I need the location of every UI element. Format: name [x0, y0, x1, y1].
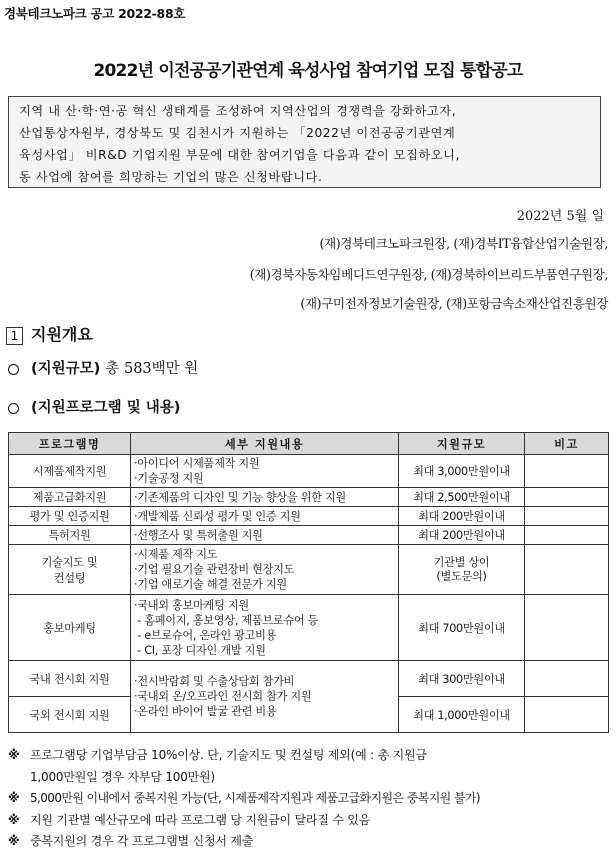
- table-row: [9, 595, 609, 661]
- section-title: 지원개요: [31, 325, 93, 344]
- note-text: 5,000만원 이내에서 중복지원 가능(단, 시제품제작지원과 제품고급화지원은 중복지원 불가): [30, 791, 480, 805]
- program-name: 특허지원: [9, 526, 131, 545]
- program-remark: [525, 595, 609, 661]
- column-header: 비고: [525, 433, 609, 455]
- column-header: 프로그램명: [9, 433, 131, 455]
- table-row: [9, 488, 609, 507]
- circle-bullet-icon: [8, 364, 19, 375]
- column-header: 지원규모: [399, 433, 525, 455]
- program-remark: [525, 507, 609, 526]
- note-mark: ※: [8, 812, 20, 827]
- program-scale: 최대 2,500만원이내: [399, 488, 525, 507]
- table-row: [9, 661, 609, 697]
- program-name: 국내 전시회 지원: [9, 661, 131, 697]
- program-name: 시제품제작지원: [9, 455, 131, 488]
- table-row: [9, 545, 609, 595]
- bullet-support-scale: [8, 357, 198, 378]
- bullet-value: 총 583백만 원: [105, 361, 199, 377]
- program-details: ·개발제품 신뢰성 평가 및 인증 지원: [131, 507, 399, 526]
- circle-bullet-icon: [8, 403, 19, 414]
- program-name: 국외 전시회 지원: [9, 697, 131, 733]
- note-mark: [8, 767, 30, 789]
- program-details: ·아이디어 시제품제작 지원 ·기술공정 지원: [131, 455, 399, 488]
- program-scale: 최대 300만원이내: [399, 661, 525, 697]
- note-item: [8, 788, 608, 810]
- note-text: 지원 기관별 예산규모에 따라 프로그램 당 지원금이 달라질 수 있음: [30, 812, 371, 827]
- program-details: ·시제품 제작 지도 ·기업 필요기술 관련장비 현장지도 ·기업 애로기술 해결 전문가 지원: [131, 545, 399, 595]
- table-row: [9, 455, 609, 488]
- section-number: 1: [6, 327, 23, 345]
- program-name: 제품고급화지원: [9, 488, 131, 507]
- notice-number: 경북테크노파크 공고 2022-88호: [4, 6, 186, 21]
- program-remark: [525, 455, 609, 488]
- exhibition-details: ·전시박람회 및 수출상담회 참가비 ·국내외 온/오프라인 전시회 참가 지원 ·온라인 바이어 발굴 관련 비용: [131, 661, 399, 733]
- program-name: 홍보마케팅: [9, 595, 131, 661]
- program-scale: 최대 200만원이내: [399, 507, 525, 526]
- note-mark: ※: [8, 791, 20, 805]
- program-scale: 최대 3,000만원이내: [399, 455, 525, 488]
- bullet-label: (지원규모): [31, 361, 101, 377]
- table-row: [9, 526, 609, 545]
- document-title: 2022년 이전공공기관연계 육성사업 참여기업 모집 통합공고: [93, 61, 523, 81]
- intro-box: [8, 96, 601, 188]
- program-scale: 최대 200만원이내: [399, 526, 525, 545]
- note-text: 1,000만원일 경우 자부담 100만원): [30, 769, 215, 784]
- note-item: [8, 767, 608, 789]
- intro-line: 지역 내 산·학·연·공 혁신 생태계를 조성하여 지역산업의 경쟁력을 강화하고자,: [19, 104, 457, 118]
- program-name: 기술지도 및 컨설팅: [9, 545, 131, 595]
- signer-line: (재)구미전자정보기술원장, (재)포항금속소재산업진흥원장: [300, 296, 608, 311]
- note-item: [8, 831, 608, 853]
- bullet-support-program: [8, 396, 180, 417]
- program-remark: [525, 488, 609, 507]
- program-remark: [525, 545, 609, 595]
- intro-line: 동 사업에 참여를 희망하는 기업의 많은 신청바랍니다.: [19, 170, 323, 184]
- program-scale: 기관별 상이 (별도문의): [399, 545, 525, 595]
- signer-line: (재)경북테크노파크원장, (재)경북IT융합산업기술원장,: [319, 236, 608, 251]
- intro-line: 산업통상자원부, 경상북도 및 김천시가 지원하는 「2022년 이전공공기관연계: [19, 126, 456, 140]
- note-text: 중복지원의 경우 각 프로그램별 신청서 제출: [30, 834, 254, 848]
- table-header-row: [9, 433, 609, 455]
- signer-line: (재)경북자동차임베디드연구원장, (재)경북하이브리드부품연구원장,: [249, 267, 608, 282]
- program-details: ·기존제품의 디자인 및 기능 향상을 위한 지원: [131, 488, 399, 507]
- program-scale: 최대 700만원이내: [399, 595, 525, 661]
- program-details: ·국내외 홍보마케팅 지원 - 홈페이지, 홍보영상, 제품브로슈어 등 - e브로슈어, 온라인 광고비용 - CI, 포장 디자인 개발 지원: [131, 595, 399, 661]
- notes: [8, 745, 608, 853]
- table-row: [9, 507, 609, 526]
- section-heading: [6, 322, 93, 345]
- note-text: 프로그램당 기업부담금 10%이상. 단, 기술지도 및 컨설팅 제외(예 : 총 지원금: [30, 748, 427, 762]
- announcement-date: 2022년 5월 일: [516, 209, 604, 224]
- note-mark: ※: [8, 748, 20, 762]
- intro-line: 육성사업」 비R&D 기업지원 부문에 대한 참여기업을 다음과 같이 모집하오니,: [19, 148, 461, 162]
- bullet-label: (지원프로그램 및 내용): [31, 400, 181, 416]
- note-mark: ※: [8, 834, 20, 848]
- program-remark: [525, 661, 609, 697]
- program-scale: 최대 1,000만원이내: [399, 697, 525, 733]
- program-table: [8, 432, 609, 733]
- program-remark: [525, 526, 609, 545]
- program-name: 평가 및 인증지원: [9, 507, 131, 526]
- column-header: 세부 지원내용: [131, 433, 399, 455]
- program-remark: [525, 697, 609, 733]
- program-details: ·선행조사 및 특허출원 지원: [131, 526, 399, 545]
- note-item: [8, 810, 608, 832]
- note-item: [8, 745, 608, 767]
